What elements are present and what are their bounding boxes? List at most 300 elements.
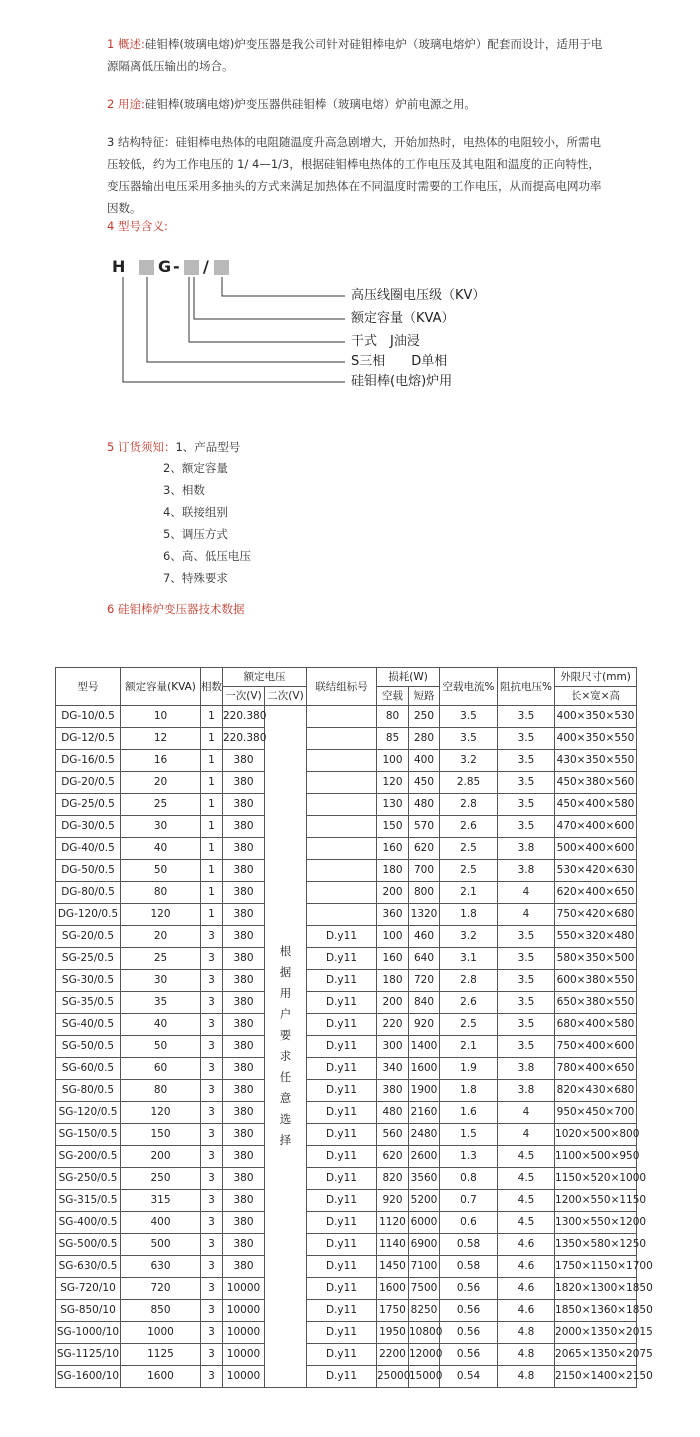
cell-short-circuit: 2480 (409, 1124, 440, 1146)
cell-dimension: 450×400×580 (555, 794, 637, 816)
cell-group: D.y11 (307, 948, 377, 970)
cell-short-circuit: 6900 (409, 1234, 440, 1256)
cell-model: SG-1000/10 (56, 1322, 121, 1344)
cell-primary: 380 (223, 904, 265, 926)
cell-phases: 3 (201, 1256, 223, 1278)
cell-phases: 1 (201, 860, 223, 882)
cell-capacity: 50 (121, 1036, 201, 1058)
cell-impedance: 4.6 (498, 1278, 555, 1300)
cell-group: D.y11 (307, 992, 377, 1014)
table-row (56, 838, 637, 860)
cell-impedance: 3.8 (498, 838, 555, 860)
cell-model: SG-50/0.5 (56, 1036, 121, 1058)
cell-group (307, 816, 377, 838)
cell-current: 3.2 (440, 750, 498, 772)
secondary-note-char: 任 (279, 1070, 292, 1084)
order-item-1: 1、产品型号 (175, 440, 241, 454)
order-item-3: 3、相数 (163, 483, 205, 497)
cell-phases: 3 (201, 1300, 223, 1322)
cell-capacity: 80 (121, 882, 201, 904)
data-title: 6 硅钼棒炉变压器技术数据 (107, 602, 245, 616)
cell-impedance: 4 (498, 882, 555, 904)
cell-current: 3.5 (440, 728, 498, 750)
cell-model: DG-30/0.5 (56, 816, 121, 838)
cell-capacity: 500 (121, 1234, 201, 1256)
cell-no-load: 820 (377, 1168, 409, 1190)
cell-no-load: 480 (377, 1102, 409, 1124)
cell-impedance: 4.6 (498, 1300, 555, 1322)
cell-short-circuit: 720 (409, 970, 440, 992)
cell-primary: 380 (223, 1190, 265, 1212)
secondary-note-char: 择 (279, 1133, 292, 1147)
header-primary: 一次(V) (223, 687, 265, 706)
cell-phases: 3 (201, 1168, 223, 1190)
cell-group: D.y11 (307, 1300, 377, 1322)
overview-label: 1 概述: (107, 37, 145, 51)
cell-group (307, 728, 377, 750)
cell-group: D.y11 (307, 1190, 377, 1212)
cell-dimension: 750×420×680 (555, 904, 637, 926)
cell-impedance: 4.5 (498, 1146, 555, 1168)
cell-current: 2.8 (440, 970, 498, 992)
cell-short-circuit: 700 (409, 860, 440, 882)
cell-capacity: 400 (121, 1212, 201, 1234)
cell-no-load: 25000 (377, 1366, 409, 1388)
cell-impedance: 3.5 (498, 794, 555, 816)
cell-primary: 380 (223, 970, 265, 992)
cell-dimension: 530×420×630 (555, 860, 637, 882)
cell-model: SG-35/0.5 (56, 992, 121, 1014)
cell-current: 0.58 (440, 1234, 498, 1256)
cell-group (307, 860, 377, 882)
connector-box3 (194, 277, 345, 319)
cell-current: 0.56 (440, 1322, 498, 1344)
table-header-row (56, 668, 637, 687)
cell-no-load: 2200 (377, 1344, 409, 1366)
order-item-6: 6、高、低压电压 (163, 549, 251, 563)
cell-dimension: 470×400×600 (555, 816, 637, 838)
table-row (56, 1102, 637, 1124)
cell-impedance: 3.5 (498, 1036, 555, 1058)
cell-group (307, 750, 377, 772)
table-row (56, 926, 637, 948)
cell-no-load: 200 (377, 992, 409, 1014)
cell-current: 2.5 (440, 1014, 498, 1036)
cell-short-circuit: 8250 (409, 1300, 440, 1322)
model-box-voltage (214, 260, 229, 275)
cell-phases: 1 (201, 816, 223, 838)
cell-secondary-note (265, 706, 307, 1388)
cell-capacity: 315 (121, 1190, 201, 1212)
cell-short-circuit: 250 (409, 706, 440, 728)
cell-model: SG-500/0.5 (56, 1234, 121, 1256)
cell-capacity: 16 (121, 750, 201, 772)
overview-paragraph (107, 33, 607, 77)
header-secondary: 二次(V) (265, 687, 307, 706)
table-row (56, 992, 637, 1014)
cell-short-circuit: 480 (409, 794, 440, 816)
cell-no-load: 360 (377, 904, 409, 926)
cell-primary: 380 (223, 1014, 265, 1036)
cell-group: D.y11 (307, 1058, 377, 1080)
cell-primary: 380 (223, 772, 265, 794)
table-row (56, 1366, 637, 1388)
cell-short-circuit: 280 (409, 728, 440, 750)
cell-no-load: 130 (377, 794, 409, 816)
cell-capacity: 1000 (121, 1322, 201, 1344)
cell-dimension: 750×400×600 (555, 1036, 637, 1058)
cell-primary: 10000 (223, 1278, 265, 1300)
model-diagram (105, 255, 525, 395)
model-label-cooling: 干式 J油浸 (351, 334, 420, 349)
cell-dimension: 430×350×550 (555, 750, 637, 772)
cell-phases: 1 (201, 882, 223, 904)
cell-phases: 1 (201, 904, 223, 926)
cell-current: 1.6 (440, 1102, 498, 1124)
cell-capacity: 35 (121, 992, 201, 1014)
cell-no-load: 380 (377, 1080, 409, 1102)
cell-model: SG-315/0.5 (56, 1190, 121, 1212)
cell-group: D.y11 (307, 1344, 377, 1366)
table-row (56, 1014, 637, 1036)
model-box-capacity (184, 260, 199, 275)
cell-short-circuit: 12000 (409, 1344, 440, 1366)
cell-current: 3.1 (440, 948, 498, 970)
cell-dimension: 820×430×680 (555, 1080, 637, 1102)
cell-dimension: 400×350×550 (555, 728, 637, 750)
cell-group: D.y11 (307, 1036, 377, 1058)
cell-current: 2.1 (440, 882, 498, 904)
cell-capacity: 120 (121, 1102, 201, 1124)
cell-phases: 3 (201, 1124, 223, 1146)
cell-no-load: 100 (377, 926, 409, 948)
cell-dimension: 620×400×650 (555, 882, 637, 904)
cell-phases: 1 (201, 794, 223, 816)
cell-no-load: 150 (377, 816, 409, 838)
model-label-voltage: 高压线圈电压级（KV） (351, 288, 486, 303)
cell-primary: 380 (223, 948, 265, 970)
cell-capacity: 200 (121, 1146, 201, 1168)
table-row (56, 1344, 637, 1366)
cell-dimension: 1100×500×950 (555, 1146, 637, 1168)
cell-phases: 3 (201, 1322, 223, 1344)
cell-primary: 380 (223, 1234, 265, 1256)
secondary-note-char: 根 (279, 944, 292, 958)
cell-model: SG-40/0.5 (56, 1014, 121, 1036)
table-row (56, 1058, 637, 1080)
cell-no-load: 560 (377, 1124, 409, 1146)
cell-impedance: 4.5 (498, 1212, 555, 1234)
cell-model: DG-10/0.5 (56, 706, 121, 728)
cell-current: 0.6 (440, 1212, 498, 1234)
cell-short-circuit: 400 (409, 750, 440, 772)
cell-short-circuit: 1320 (409, 904, 440, 926)
cell-primary: 10000 (223, 1322, 265, 1344)
cell-impedance: 3.5 (498, 926, 555, 948)
cell-model: SG-80/0.5 (56, 1080, 121, 1102)
cell-no-load: 160 (377, 838, 409, 860)
cell-group: D.y11 (307, 1080, 377, 1102)
cell-short-circuit: 570 (409, 816, 440, 838)
cell-group: D.y11 (307, 926, 377, 948)
cell-primary: 380 (223, 1212, 265, 1234)
cell-dimension: 400×350×530 (555, 706, 637, 728)
model-letter-g: G (158, 257, 172, 276)
cell-short-circuit: 800 (409, 882, 440, 904)
cell-capacity: 60 (121, 1058, 201, 1080)
cell-capacity: 20 (121, 772, 201, 794)
cell-impedance: 4.6 (498, 1256, 555, 1278)
cell-impedance: 4.8 (498, 1322, 555, 1344)
order-title: 5 订货须知： (107, 440, 176, 454)
cell-current: 2.6 (440, 816, 498, 838)
cell-short-circuit: 5200 (409, 1190, 440, 1212)
cell-short-circuit: 2600 (409, 1146, 440, 1168)
cell-impedance: 3.8 (498, 860, 555, 882)
cell-capacity: 850 (121, 1300, 201, 1322)
cell-phases: 3 (201, 992, 223, 1014)
table-row (56, 970, 637, 992)
table-row (56, 882, 637, 904)
cell-no-load: 100 (377, 750, 409, 772)
model-label-phase: S三相 D单相 (351, 354, 448, 369)
cell-phases: 3 (201, 1146, 223, 1168)
order-item-4: 4、联接组别 (163, 505, 228, 519)
cell-model: SG-60/0.5 (56, 1058, 121, 1080)
cell-group: D.y11 (307, 1234, 377, 1256)
cell-primary: 380 (223, 1058, 265, 1080)
cell-dimension: 1850×1360×1850 (555, 1300, 637, 1322)
cell-impedance: 3.5 (498, 992, 555, 1014)
cell-phases: 3 (201, 1014, 223, 1036)
cell-phases: 3 (201, 1234, 223, 1256)
table-row (56, 794, 637, 816)
cell-impedance: 4.6 (498, 1234, 555, 1256)
cell-model: SG-250/0.5 (56, 1168, 121, 1190)
cell-dimension: 1350×580×1250 (555, 1234, 637, 1256)
cell-primary: 380 (223, 1146, 265, 1168)
cell-current: 2.8 (440, 794, 498, 816)
header-impedance: 阻抗电压% (498, 668, 555, 706)
cell-capacity: 630 (121, 1256, 201, 1278)
cell-short-circuit: 1900 (409, 1080, 440, 1102)
cell-primary: 380 (223, 838, 265, 860)
cell-short-circuit: 450 (409, 772, 440, 794)
cell-no-load: 620 (377, 1146, 409, 1168)
cell-model: DG-16/0.5 (56, 750, 121, 772)
cell-no-load: 1140 (377, 1234, 409, 1256)
model-slash: / (203, 257, 209, 276)
cell-dimension: 2150×1400×2150 (555, 1366, 637, 1388)
cell-current: 0.58 (440, 1256, 498, 1278)
cell-current: 0.56 (440, 1344, 498, 1366)
secondary-note-char: 选 (279, 1112, 292, 1126)
cell-primary: 380 (223, 860, 265, 882)
cell-current: 3.5 (440, 706, 498, 728)
cell-short-circuit: 920 (409, 1014, 440, 1036)
cell-no-load: 1120 (377, 1212, 409, 1234)
cell-impedance: 4.5 (498, 1168, 555, 1190)
cell-current: 1.5 (440, 1124, 498, 1146)
cell-primary: 380 (223, 926, 265, 948)
cell-no-load: 180 (377, 970, 409, 992)
cell-no-load: 120 (377, 772, 409, 794)
cell-impedance: 4 (498, 904, 555, 926)
cell-short-circuit: 460 (409, 926, 440, 948)
cell-phases: 3 (201, 1278, 223, 1300)
usage-paragraph (107, 93, 607, 115)
cell-dimension: 650×380×550 (555, 992, 637, 1014)
cell-no-load: 85 (377, 728, 409, 750)
cell-capacity: 120 (121, 904, 201, 926)
table-row (56, 772, 637, 794)
model-box-phase (139, 260, 154, 275)
cell-group: D.y11 (307, 1322, 377, 1344)
cell-primary: 380 (223, 1102, 265, 1124)
cell-primary: 380 (223, 816, 265, 838)
cell-model: SG-1600/10 (56, 1366, 121, 1388)
cell-no-load: 220 (377, 1014, 409, 1036)
cell-impedance: 3.5 (498, 816, 555, 838)
cell-group: D.y11 (307, 1102, 377, 1124)
cell-primary: 380 (223, 794, 265, 816)
cell-phases: 1 (201, 706, 223, 728)
cell-dimension: 680×400×580 (555, 1014, 637, 1036)
cell-primary: 220.380 (223, 706, 265, 728)
header-short-circuit: 短路 (409, 687, 440, 706)
cell-model: DG-20/0.5 (56, 772, 121, 794)
cell-current: 0.54 (440, 1366, 498, 1388)
cell-current: 0.56 (440, 1300, 498, 1322)
order-heading-row (107, 436, 607, 458)
table-row (56, 948, 637, 970)
cell-impedance: 3.5 (498, 1014, 555, 1036)
table-row (56, 816, 637, 838)
cell-dimension: 2000×1350×2015 (555, 1322, 637, 1344)
cell-impedance: 3.5 (498, 970, 555, 992)
cell-group (307, 794, 377, 816)
cell-model: SG-25/0.5 (56, 948, 121, 970)
table-row (56, 728, 637, 750)
cell-dimension: 1200×550×1150 (555, 1190, 637, 1212)
cell-short-circuit: 1400 (409, 1036, 440, 1058)
cell-group: D.y11 (307, 1168, 377, 1190)
table-row (56, 750, 637, 772)
cell-current: 1.8 (440, 904, 498, 926)
cell-group (307, 772, 377, 794)
secondary-note-char: 户 (279, 1007, 292, 1021)
cell-dimension: 950×450×700 (555, 1102, 637, 1124)
cell-model: SG-400/0.5 (56, 1212, 121, 1234)
cell-no-load: 1600 (377, 1278, 409, 1300)
cell-capacity: 20 (121, 926, 201, 948)
cell-phases: 3 (201, 1102, 223, 1124)
cell-current: 2.85 (440, 772, 498, 794)
cell-current: 3.2 (440, 926, 498, 948)
cell-model: DG-80/0.5 (56, 882, 121, 904)
cell-primary: 380 (223, 882, 265, 904)
cell-group: D.y11 (307, 1014, 377, 1036)
cell-impedance: 4.5 (498, 1190, 555, 1212)
cell-phases: 3 (201, 1080, 223, 1102)
table-row (56, 1168, 637, 1190)
cell-current: 2.6 (440, 992, 498, 1014)
cell-group: D.y11 (307, 1212, 377, 1234)
cell-short-circuit: 7500 (409, 1278, 440, 1300)
table-row (56, 1234, 637, 1256)
cell-primary: 380 (223, 750, 265, 772)
cell-current: 1.3 (440, 1146, 498, 1168)
cell-model: DG-50/0.5 (56, 860, 121, 882)
cell-capacity: 10 (121, 706, 201, 728)
table-body (56, 706, 653, 1388)
cell-short-circuit: 10800 (409, 1322, 440, 1344)
cell-phases: 1 (201, 838, 223, 860)
cell-capacity: 25 (121, 948, 201, 970)
cell-phases: 1 (201, 728, 223, 750)
cell-short-circuit: 640 (409, 948, 440, 970)
cell-model: SG-850/10 (56, 1300, 121, 1322)
cell-model: SG-630/0.5 (56, 1256, 121, 1278)
cell-group (307, 904, 377, 926)
cell-model: SG-720/10 (56, 1278, 121, 1300)
usage-text: 硅钼棒(玻璃电熔)炉变压器供硅钼棒（玻璃电熔）炉前电源之用。 (144, 97, 476, 111)
features-paragraph: 3 结构特征：硅钼棒电热体的电阻随温度升高急剧增大，开始加热时，电热体的电阻较小，所需电压较低，约为工作电压的 1/ 4—1/3，根据硅钼棒电热体的工作电压及其电阻和温度的正向特性，变压器输出电压采用多抽头的方式来满足加热体在不同温度时需要的工作电压，从而提高电网功率因数。 (107, 135, 602, 215)
table-row (56, 1036, 637, 1058)
cell-capacity: 250 (121, 1168, 201, 1190)
cell-short-circuit: 620 (409, 838, 440, 860)
cell-dimension: 2065×1350×2075 (555, 1344, 637, 1366)
cell-phases: 3 (201, 926, 223, 948)
cell-primary: 380 (223, 1080, 265, 1102)
cell-capacity: 30 (121, 970, 201, 992)
cell-model: SG-150/0.5 (56, 1124, 121, 1146)
cell-current: 0.7 (440, 1190, 498, 1212)
header-current: 空载电流% (440, 668, 498, 706)
cell-model: SG-200/0.5 (56, 1146, 121, 1168)
cell-impedance: 4.8 (498, 1366, 555, 1388)
cell-capacity: 1600 (121, 1366, 201, 1388)
cell-dimension: 500×400×600 (555, 838, 637, 860)
usage-label: 2 用途: (107, 97, 145, 111)
table-row (56, 1256, 637, 1278)
cell-phases: 1 (201, 772, 223, 794)
model-connector-lines (105, 255, 525, 395)
cell-primary: 10000 (223, 1300, 265, 1322)
table-row (56, 860, 637, 882)
cell-phases: 3 (201, 1366, 223, 1388)
cell-group: D.y11 (307, 1146, 377, 1168)
cell-primary: 380 (223, 1256, 265, 1278)
cell-model: SG-120/0.5 (56, 1102, 121, 1124)
model-title: 4 型号含义: (107, 219, 168, 233)
cell-capacity: 150 (121, 1124, 201, 1146)
cell-impedance: 3.5 (498, 948, 555, 970)
table-row (56, 1080, 637, 1102)
cell-primary: 380 (223, 992, 265, 1014)
cell-impedance: 3.5 (498, 750, 555, 772)
cell-capacity: 40 (121, 1014, 201, 1036)
cell-phases: 3 (201, 970, 223, 992)
table-row (56, 706, 637, 728)
cell-primary: 380 (223, 1168, 265, 1190)
cell-no-load: 1750 (377, 1300, 409, 1322)
cell-impedance: 3.5 (498, 728, 555, 750)
cell-dimension: 1750×1150×1700 (555, 1256, 637, 1278)
overview-text: 硅钼棒(玻璃电熔)炉变压器是我公司针对硅钼棒电炉（玻璃电熔炉）配套而设计，适用于电源隔离低压输出的场合。 (107, 37, 603, 73)
cell-phases: 3 (201, 1344, 223, 1366)
spec-table (55, 667, 653, 1388)
